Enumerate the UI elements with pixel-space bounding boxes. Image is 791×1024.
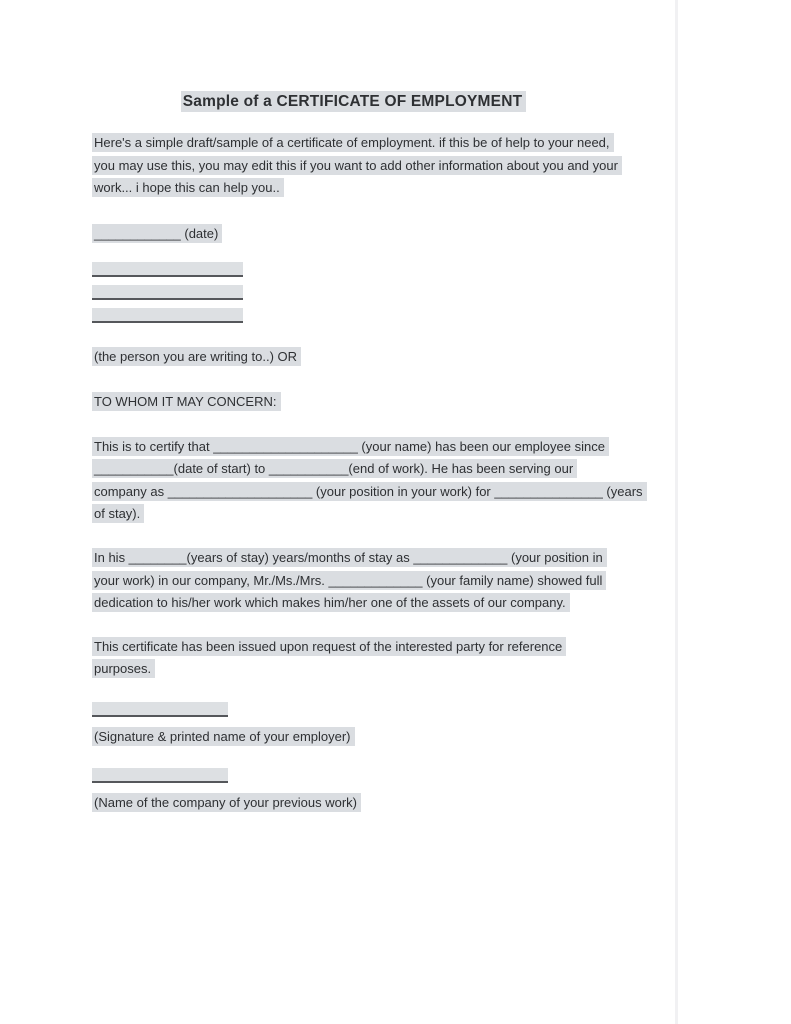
certify-line: This is to certify that ____________________ (your name) has been our employee since <box>92 436 652 459</box>
issuance-paragraph <box>92 636 652 681</box>
tenure-line: your work) in our company, Mr./Ms./Mrs. _____________ (your family name) showed full <box>92 570 652 593</box>
intro-line: you may use this, you may edit this if you want to add other information about you and your <box>92 155 652 178</box>
blank-line-field <box>92 285 243 300</box>
tenure-line: In his ________(years of stay) years/months of stay as _____________ (your position in <box>92 547 652 570</box>
signature-caption: (Signature & printed name of your employer) <box>92 726 652 749</box>
company-name-block <box>92 768 652 815</box>
issuance-line: This certificate has been issued upon request of the interested party for reference <box>92 636 652 659</box>
tenure-line: dedication to his/her work which makes him/her one of the assets of our company. <box>92 592 652 615</box>
salutation: TO WHOM IT MAY CONCERN: <box>92 391 652 414</box>
document-title <box>92 91 615 112</box>
company-caption: (Name of the company of your previous work) <box>92 792 652 815</box>
certify-paragraph <box>92 436 652 526</box>
tenure-paragraph <box>92 547 652 615</box>
recipient-note: (the person you are writing to..) OR <box>92 346 652 369</box>
company-blank-field <box>92 768 228 783</box>
certify-line: of stay). <box>92 503 652 526</box>
date-line: ____________ (date) <box>92 223 652 246</box>
document-title-text: Sample of a CERTIFICATE OF EMPLOYMENT <box>181 91 527 112</box>
certify-line: ___________(date of start) to ___________(end of work). He has been serving our <box>92 458 652 481</box>
intro-line: work... i hope this can help you.. <box>92 177 652 200</box>
signature-blank-field <box>92 702 228 717</box>
intro-paragraph <box>92 132 652 200</box>
page-edge-line <box>675 0 678 1024</box>
employer-signature-block <box>92 702 652 749</box>
issuance-line: purposes. <box>92 658 652 681</box>
blank-line-field <box>92 308 243 323</box>
intro-line: Here's a simple draft/sample of a certificate of employment. if this be of help to your need, <box>92 132 652 155</box>
certify-line: company as ____________________ (your position in your work) for _______________ (years <box>92 481 652 504</box>
recipient-address-blanks <box>92 262 652 323</box>
blank-line-field <box>92 262 243 277</box>
